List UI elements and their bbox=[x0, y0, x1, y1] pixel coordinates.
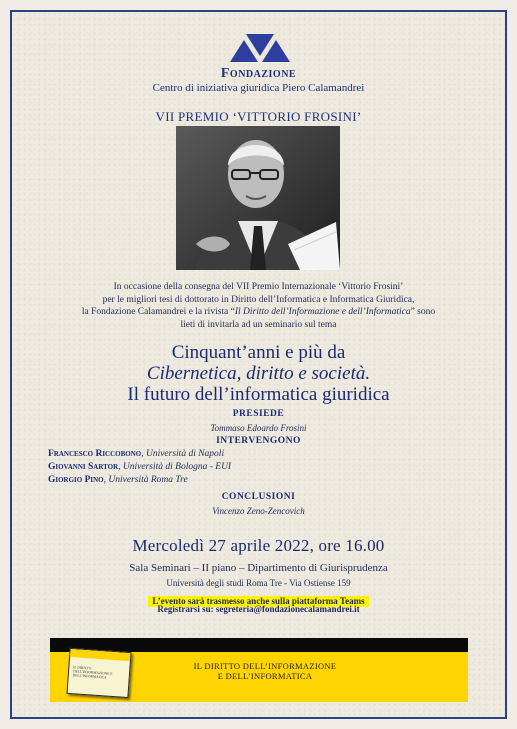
conclusions-name: Vincenzo Zeno-Zencovich bbox=[212, 506, 305, 516]
journal-book-icon bbox=[66, 648, 131, 698]
portrait-photo bbox=[176, 126, 340, 270]
registration-info: Registrarsi su: segreteria@fondazionecalamandrei.it bbox=[157, 604, 360, 614]
chair-name: Tommaso Edoardo Frosini bbox=[210, 423, 307, 433]
chair-label: PRESIEDE bbox=[232, 409, 285, 419]
banner-title-line-2: E DELL’INFORMATICA bbox=[217, 671, 313, 681]
book-cover-text: IL DIRITTO DELL’INFORMAZIONE E DELL’INFORMATICA bbox=[72, 665, 113, 680]
invitation-text bbox=[40, 281, 477, 331]
book-stripe bbox=[70, 649, 130, 661]
intro-line-3-pre: la Fondazione Calamandrei e la rivista “ bbox=[81, 307, 235, 317]
speaker-affiliation: Università di Bologna - EUI bbox=[122, 462, 232, 472]
speaker-affiliation: Università Roma Tre bbox=[108, 475, 188, 485]
intro-line-3-post: ” sono bbox=[410, 307, 436, 317]
award-title: VII PREMIO ‘VITTORIO FROSINI’ bbox=[155, 109, 362, 124]
foundation-subtitle: Centro di iniziativa giuridica Piero Calamandrei bbox=[152, 82, 365, 94]
speaker-item: Giorgio Pino, Università Roma Tre bbox=[48, 475, 188, 485]
intro-line-2: per le migliori tesi di dottorato in Diritto dell’Informatica e Informatica Giuridica, bbox=[102, 294, 415, 305]
speaker-item: Francesco Riccobono, Università di Napoli bbox=[48, 449, 225, 459]
intro-line-3 bbox=[40, 306, 477, 319]
speaker-affiliation: Università di Napoli bbox=[145, 449, 225, 459]
headline-line-1: Cinquant’anni e più da bbox=[171, 342, 346, 363]
speaker-item: Giovanni Sartor, Università di Bologna - EUI bbox=[48, 462, 232, 472]
teams-notice: L’evento sarà trasmesso anche sulla piattaforma Teams bbox=[148, 596, 368, 607]
banner-black-bar bbox=[50, 638, 468, 652]
speaker-name: Francesco Riccobono bbox=[48, 449, 142, 459]
journal-banner bbox=[50, 638, 468, 702]
conclusions-label: CONCLUSIONI bbox=[221, 492, 296, 502]
speaker-name: Giovanni Sartor bbox=[48, 462, 119, 472]
event-venue: Sala Seminari – II piano – Dipartimento di Giurisprudenza bbox=[129, 562, 388, 574]
speakers-list bbox=[48, 448, 231, 487]
seminar-title bbox=[40, 342, 477, 405]
foundation-name: Fondazione bbox=[220, 66, 297, 81]
event-address: Università degli studi Roma Tre - Via Ostiense 159 bbox=[166, 578, 351, 588]
journal-name: Il Diritto dell’Informazione e dell’Informatica bbox=[234, 307, 411, 317]
banner-title bbox=[170, 661, 360, 681]
speaker-name: Giorgio Pino bbox=[48, 475, 104, 485]
headline-line-2: Cibernetica, diritto e società. bbox=[146, 363, 371, 384]
event-date-time: Mercoledì 27 aprile 2022, ore 16.00 bbox=[132, 536, 385, 555]
speakers-label: INTERVENGONO bbox=[216, 436, 301, 446]
headline-line-3: Il futuro dell’informatica giuridica bbox=[127, 384, 390, 405]
fondazione-logo-icon bbox=[230, 34, 290, 62]
banner-title-line-1: IL DIRITTO DELL’INFORMAZIONE bbox=[193, 661, 337, 671]
intro-line-1: In occasione della consegna del VII Premio Internazionale ‘Vittorio Frosini’ bbox=[113, 282, 404, 292]
intro-line-4: lieti di invitarla ad un seminario sul tema bbox=[180, 319, 337, 330]
